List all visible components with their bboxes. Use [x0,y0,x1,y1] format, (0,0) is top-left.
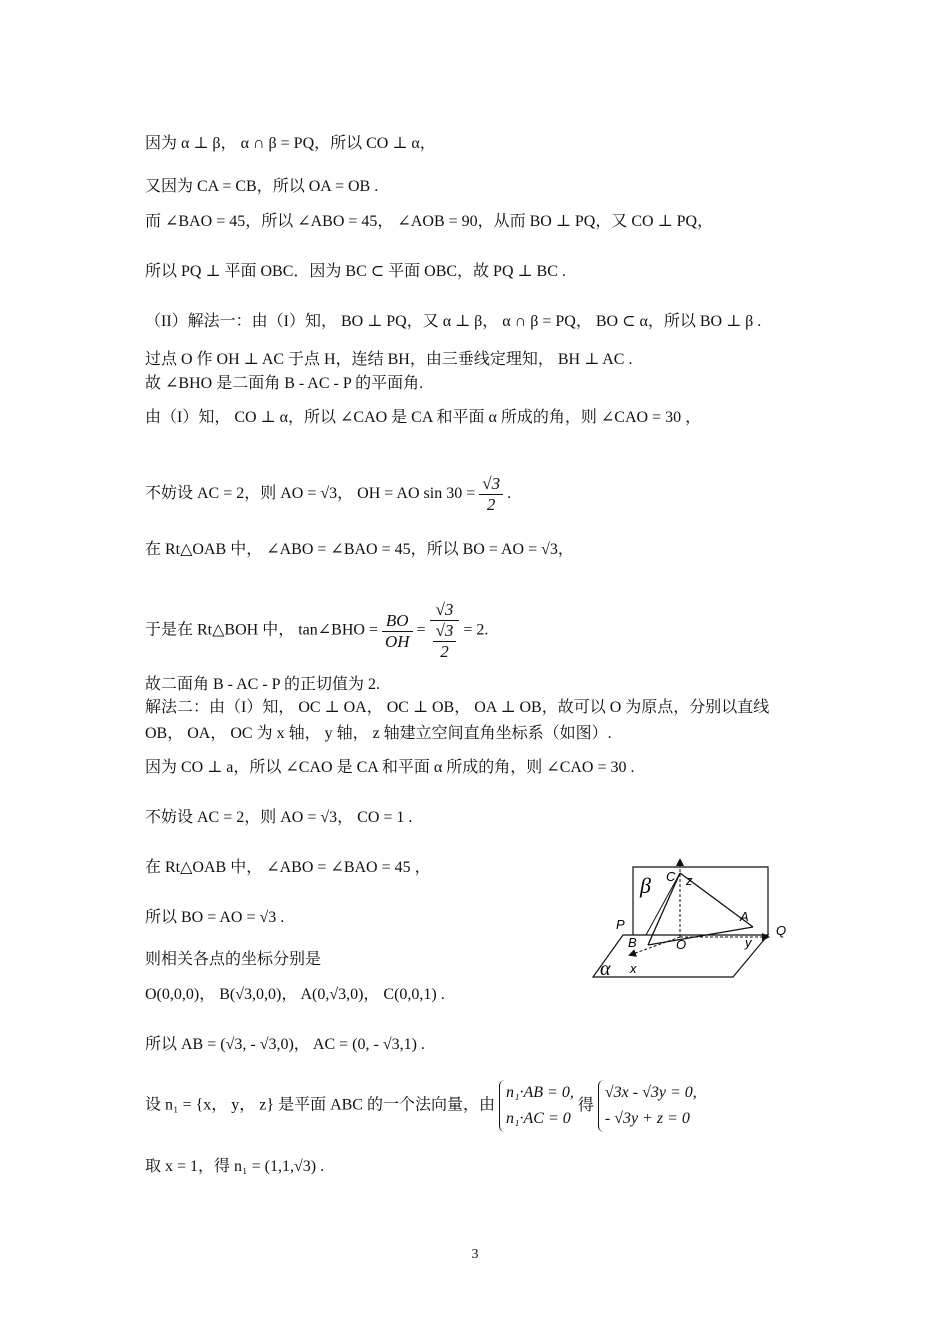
text-line: 取 x = 1，得 n₁ = (1,1,√3) . [145,1158,325,1175]
text-line: 又因为 CA = CB，所以 OA = OB . [145,178,379,195]
fraction-sqrt3-over-2 [479,474,503,515]
geometry-figure [588,855,798,985]
equation: n₁·AC = 0 [505,1110,571,1127]
text-line: 不妨设 AC = 2，则 AO = √3， OH = AO sin 30 = [145,485,476,503]
equation-system-left [499,1080,574,1132]
fraction-denominator [430,621,460,662]
fraction-numerator: √3 [479,474,503,495]
equation-system-right [598,1080,697,1132]
text-line: OB， OA， OC 为 x 轴， y 轴， z 轴建立空间直角坐标系（如图）. [145,725,612,742]
text-line: 解法二：由（I）知， OC ⊥ OA， OC ⊥ OB， OA ⊥ OB，故可以 O 为原点，分别以直线 [145,699,770,716]
text-line: O(0,0,0)， B(√3,0,0)， A(0,√3,0)， C(0,0,1) . [145,986,445,1003]
label-beta: β [640,873,651,898]
edge-ab [648,927,753,945]
formula-oh-line [145,474,511,515]
label-a: A [740,909,749,924]
text-line: 所以 AB = (√3, - √3,0)， AC = (0, - √3,1) . [145,1036,425,1053]
fraction-denominator: OH [384,631,410,651]
label-x: x [630,961,637,976]
text-line: 则相关各点的坐标分别是 [145,951,322,968]
label-q: Q [776,923,787,938]
text-line: 在 Rt△OAB 中， ∠ABO = ∠BAO = 45，所以 BO = AO = √3， [145,541,574,558]
text-line: 故二面角 B - AC - P 的正切值为 2. [145,676,380,693]
page-number: 3 [471,1247,479,1262]
label-o: O [676,937,687,952]
text-line: 而 ∠BAO = 45，所以 ∠ABO = 45， ∠AOB = 90，从而 BO ⊥ PQ，又 CO ⊥ PQ， [145,213,714,230]
equation: √3x - √3y = 0, [604,1084,697,1101]
fraction-denominator: 2 [486,495,496,514]
text-line: （II）解法一：由（I）知， BO ⊥ PQ，又 α ⊥ β， α ∩ β = PQ， BO ⊂ α，所以 BO ⊥ β . [145,313,762,330]
equation: n₁·AB = 0, [505,1084,574,1101]
inner-denominator: 2 [440,642,449,661]
label-y: y [745,935,752,950]
label-z: z [686,873,693,888]
text-line: 在 Rt△OAB 中， ∠ABO = ∠BAO = 45 ， [145,859,431,876]
fraction-tail: = 2. [463,621,489,639]
text-de: 得 [577,1097,594,1114]
formula-tan-line [145,600,488,662]
label-alpha: α [600,958,611,980]
text-line: 所以 BO = AO = √3 . [145,909,285,926]
equals-sign: = [416,621,426,639]
label-c: C [666,869,676,884]
plane-beta [633,867,768,935]
text-line: 因为 α ⊥ β， α ∩ β = PQ，所以 CO ⊥ α， [145,135,436,152]
text-line: 过点 O 作 OH ⊥ AC 于点 H，连结 BH，由三垂线定理知， BH ⊥ AC . [145,351,633,368]
label-b: B [628,935,637,950]
equation: - √3y + z = 0 [604,1110,690,1127]
text-line: 所以 PQ ⊥ 平面 OBC．因为 BC ⊂ 平面 OBC，故 PQ ⊥ BC . [145,263,566,280]
fraction-nested [430,600,460,662]
fraction-tail: . [507,485,512,503]
inner-numerator: √3 [433,621,457,642]
text-line: 不妨设 AC = 2，则 AO = √3， CO = 1 . [145,809,413,826]
text-line: 因为 CO ⊥ a，所以 ∠CAO 是 CA 和平面 α 所成的角，则 ∠CAO = 30 . [145,759,635,776]
text-line: 由（I）知， CO ⊥ α，所以 ∠CAO 是 CA 和平面 α 所成的角，则 ∠CAO = 30 ， [145,409,702,426]
text-line: 故 ∠BHO 是二面角 B - AC - P 的平面角. [145,375,424,392]
text-line: 设 n₁ = {x， y， z} 是平面 ABC 的一个法向量，由 [145,1096,495,1114]
inner-fraction [433,621,457,662]
normal-vector-line [145,1080,697,1132]
x-axis [630,937,680,955]
fraction-numerator: BO [382,611,413,632]
label-p: P [616,917,625,932]
text-line: 于是在 Rt△BOH 中， tan∠BHO = [145,621,378,639]
fraction-bo-over-oh [382,611,413,652]
fraction-numerator: √3 [430,600,460,621]
